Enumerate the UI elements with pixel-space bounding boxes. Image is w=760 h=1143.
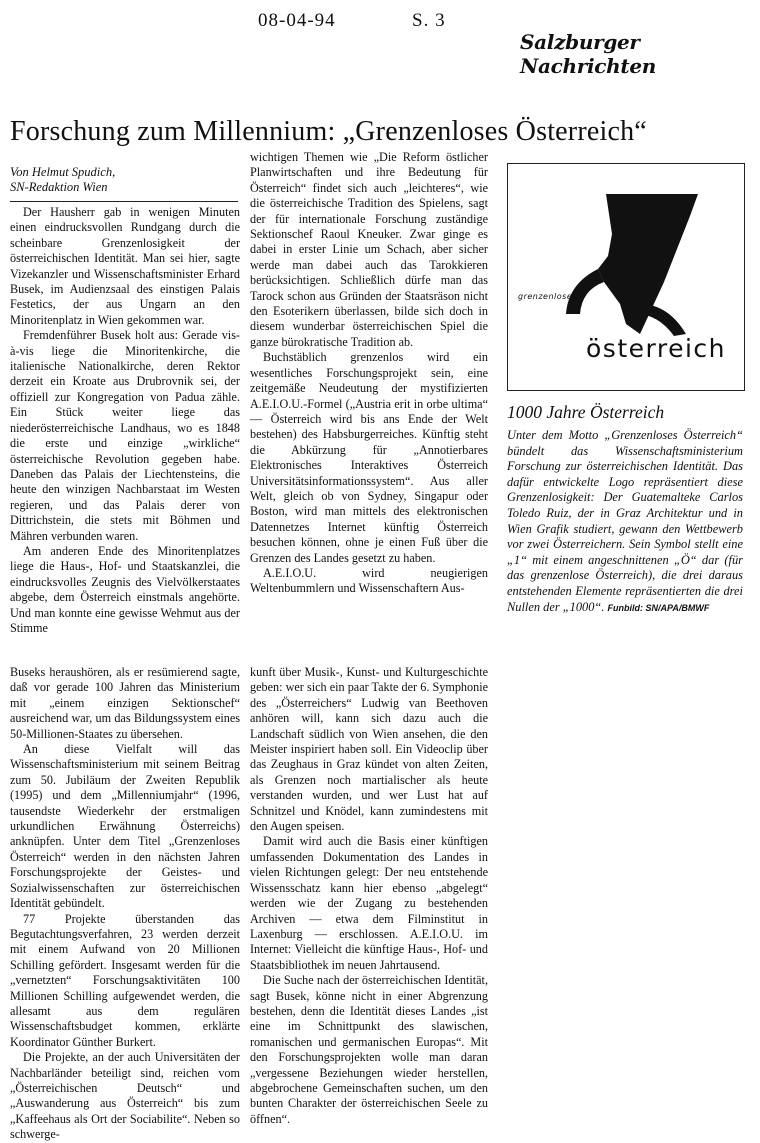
column-2-top bbox=[250, 150, 488, 597]
date-stamp: 08-04-94 bbox=[258, 10, 336, 31]
photo-credit: Funbild: SN/APA/BMWF bbox=[607, 602, 710, 613]
paragraph: An diese Vielfalt will das Wissenschaftsministerium mit seinem Beitrag zum 50. Jubiläum der Zweiten Republik (1995) und dem „Millenniumjahr“ (1996, tausendste Wiederkehr der erstmaligen urkundlichen Erwähnung Österreichs) anknüpfen. Unter dem Titel „Grenzenloses Österreich“ werden in den nächsten Jahren Forschungsprojekte der Geistes- und Sozialwissenschaften zur österreichischen Identität gebündelt. bbox=[10, 742, 240, 911]
column-2-bottom bbox=[250, 665, 488, 1127]
paragraph: Buseks heraushören, als er resümierend sagte, daß vor gerade 100 Jahren das Ministerium mit „einem einzigen Sektionschef“ ausreichend war, um das Bildungssystem eines 50-Millionen-Staates zu übersehen. bbox=[10, 665, 240, 741]
newspaper-masthead: Salzburger Nachrichten bbox=[520, 30, 657, 78]
byline-desk: SN-Redaktion Wien bbox=[10, 180, 108, 194]
page-number: S. 3 bbox=[412, 10, 446, 31]
paragraph: Buchstäblich grenzenlos wird ein wesentliches Forschungsprojekt sein, eine zeitgemäße Neudeutung der mystifizierten A.E.I.O.U.-Formel („Austria erit in orbe ultima“ — Österreich wird bis ans Ende der Welt bestehen) des Habsburgerreiches. Künftig steht die Abkürzung für „Annotierbares Elektronisches Interaktives Österreich Universitätsinformationssystem“. Aus aller Welt, gleich ob von Sydney, Singapur oder Boston, wird man mittels des elektronischen Datennetzes Internet künftig Österreich besuchen können, ohne je einen Fuß über die Grenzen des Landes gesetzt zu haben. bbox=[250, 350, 488, 565]
paragraph: 77 Projekte überstanden das Begutachtungsverfahren, 23 werden derzeit mit einem Aufwand von 20 Millionen Schilling gefördert. Insgesamt werden für die „vernetzten“ Forschungsaktivitäten 100 Millionen Schilling aufgewendet werden, die allesamt aus dem regulären Wissenschaftsbudget kommen, erklärte Koordinator Günther Burkert. bbox=[10, 911, 240, 1049]
paragraph: Am anderen Ende des Minoritenplatzes liege die Haus-, Hof- und Staatskanzlei, die eindrucksvolles Zeugnis des Vielvölkerstaates abgebe, dem Österreich einstmals angehörte. Und man konnte eine gewisse Wehmut aus der Stimme bbox=[10, 543, 240, 635]
logo-small-text: grenzenloses bbox=[518, 292, 577, 301]
paragraph: Die Projekte, an der auch Universitäten der Nachbarländer beteiligt sind, reichen vom „Österreichischen Deutsch“ und „Auswanderung aus Österreich“ bis zum „Kaffeehaus als Ort der Sociabilite“. Neben so schwerge- bbox=[10, 1050, 240, 1142]
paragraph: A.E.I.O.U. wird neugierigen Weltenbummlern und Wissenschaftern Aus- bbox=[250, 565, 488, 596]
column-1-top bbox=[10, 205, 240, 636]
article-headline: Forschung zum Millennium: „Grenzenloses Österreich“ bbox=[10, 116, 647, 147]
paragraph: wichtigen Themen wie „Die Reform östlicher Planwirtschaften und ihre Bedeutung für Österreich“ findet sich auch „leichteres“, wie die österreichische Tradition des Spielens, sagt der für internationale Forschung zuständige Sektionschef Raoul Kneuker. Zwar ginge es dabei in erster Linie um Schach, aber sicher werde man dabei auch das Tarokkieren berücksichtigen. Schließlich dürfe man das Tarock schon aus Gründen der Staatsräson nicht den Esoterikern überlassen, bilde sich doch in diesem wunderbar österreichischen Spiel die ganze bürokratische Tradition ab. bbox=[250, 150, 488, 349]
paragraph: Damit wird auch die Basis einer künftigen umfassenden Dokumentation des Landes in vielen Richtungen gelegt: Der neu entstehende Wissensschatz kann hier ebenso „abgelegt“ werden wie der Zugang zu bestehenden Archiven — etwa dem Filminstitut in Laxenburg — erschlossen. A.E.I.O.U. im Internet: Vielleicht die künftige Haus-, Hof- und Staatsbibliothek im neuen Jahrtausend. bbox=[250, 834, 488, 972]
caption bbox=[507, 428, 743, 616]
byline-author: Von Helmut Spudich, bbox=[10, 165, 116, 179]
column-1-bottom bbox=[10, 665, 240, 1143]
paragraph: Fremdenführer Busek holt aus: Gerade vis-à-vis liege die Minoritenkirche, die italienische Nationalkirche, deren Rektor derzeit ein Kroate aus Drubrovnik sei, der offiziell zur Kongregation von Padua zähle. Ein Stück weiter liege das niederösterreichische Landhaus, wo es 1848 die erste und einzige „wirkliche“ österreichische Revolution gegeben habe. Daneben das Palais der Liechtensteins, die heute den winzigen Nachbarstaat im Westen regieren, und das Palais derer von Dittrichstein, die stets mit Böhmen und Mähren verbunden waren. bbox=[10, 328, 240, 543]
logo-figure bbox=[507, 163, 745, 391]
logo-big-text: österreich bbox=[586, 334, 726, 363]
paragraph: Die Suche nach der österreichischen Identität, sagt Busek, könne nicht in einer Abgrenzung bestehen, denn die Identität dieses Landes „ist eine im Schnittpunkt des slawischen, romanischen und germanischen Europas“. Mit den Forschungsprojekten wolle man daran „vergessene Beziehungen wieder herstellen, abgebrochene Gemeinschaften suchen, um den bunten Charakter der österreichischen Seele zu öffnen“. bbox=[250, 973, 488, 1126]
paragraph: Der Hausherr gab in wenigen Minuten einen eindrucksvollen Rundgang durch die scheinbare Grenzenlosigkeit der österreichischen Identität. Man sei hier, sagte Vizekanzler und Wissenschaftsminister Erhard Busek, im Audienzsaal des einstigen Palais Festetics, der aus Ungarn an den Minoritenplatz in Wien gekommen war. bbox=[10, 205, 240, 327]
paragraph: kunft über Musik-, Kunst- und Kulturgeschichte geben: wer sich ein paar Takte der 6. Symphonie des „Österreichers“ Ludwig van Beethoven anhören will, kann sich dazu auch die Landschaft südlich von Wien ansehen, die den Meister inspiriert haben soll. Ein Videoclip über das Zeughaus in Graz kündet von alten Zeiten, als Grenzen noch martialischer als heute verstanden wurden, und wer Lust hat auf Schnitzel und Knödel, kann zumindestens mit den Augen speisen. bbox=[250, 665, 488, 834]
byline bbox=[10, 165, 238, 202]
caption-text: Unter dem Motto „Grenzenloses Österreich“ bündelt das Wissenschaftsministerium Forschung zur österreichischen Identität. Das dafür entwickelte Logo repräsentiert diese Grenzenlosigkeit: Der Guatemalteke Carlos Toledo Ruiz, der in Graz Architektur und in Wien Grafik studiert, gewann den Wettbewerb vor zwei Österreichern. Sein Symbol stellt eine „1“ mit einem angeschnittenen „Ö“ dar (für das grenzenlose Österreich), die drei daraus entstehenden Elemente repräsentierten die drei Nullen der „1000“. bbox=[507, 428, 743, 614]
caption-title: 1000 Jahre Österreich bbox=[507, 402, 665, 422]
